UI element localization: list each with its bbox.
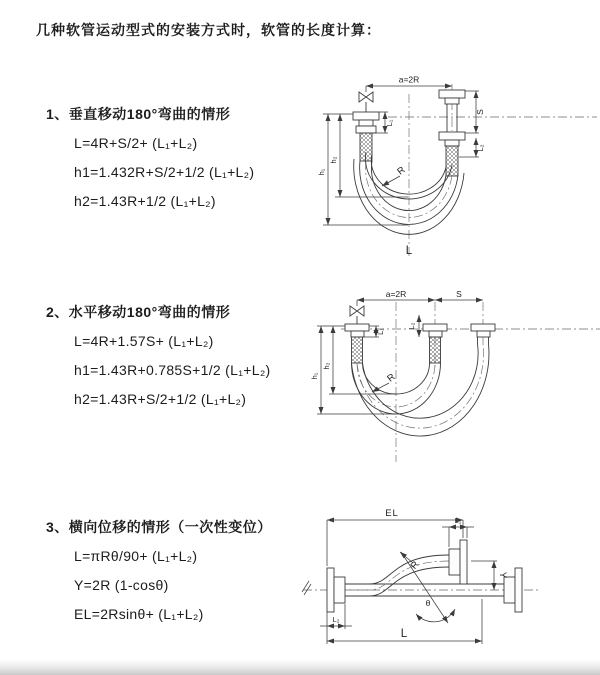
formula: L=4R+1.57S+ (L₁+L₂) xyxy=(74,333,214,349)
section-1-heading: 1、垂直移动180°弯曲的情形 xyxy=(46,106,231,122)
braid-section xyxy=(430,337,441,363)
h2-label: h₂ xyxy=(329,156,338,164)
dimension-span xyxy=(366,75,452,93)
braid-section xyxy=(446,146,458,176)
dimension-s xyxy=(465,91,485,133)
left-flange xyxy=(327,568,345,612)
radius-label: R xyxy=(385,371,398,385)
l1-label: L₁ xyxy=(376,328,385,335)
radius-label: R xyxy=(408,559,422,572)
braid-section xyxy=(352,337,363,363)
dimension-y xyxy=(471,561,508,590)
y-label: Y xyxy=(497,571,508,579)
braid-section xyxy=(360,133,372,161)
dimension-s xyxy=(435,289,483,300)
formula: L=πRθ/90+ (L₁+L₂) xyxy=(74,548,198,564)
span-label: a=2R xyxy=(398,74,420,85)
radius-pointer xyxy=(382,165,408,186)
length-label: L xyxy=(405,245,413,257)
theta-label: θ xyxy=(425,598,431,608)
page-title: 几种软管运动型式的安装方式时，软管的长度计算： xyxy=(36,22,381,38)
formula: L=4R+S/2+ (L₁+L₂) xyxy=(74,135,198,151)
centerlines xyxy=(341,302,600,462)
upper-flange-displaced xyxy=(449,540,467,584)
formula: h1=1.432R+S/2+1/2 (L₁+L₂) xyxy=(74,164,255,180)
span-label: a=2R xyxy=(385,289,407,299)
formula: EL=2Rsinθ+ (L₁+L₂) xyxy=(74,606,204,622)
middle-flange xyxy=(423,324,447,363)
h1-label: h₁ xyxy=(310,372,319,380)
section-3-heading: 3、横向位移的情形（一次性变位） xyxy=(46,519,272,535)
valve-icon xyxy=(350,306,364,324)
section-2-heading: 2、水平移动180°弯曲的情形 xyxy=(46,304,231,320)
diagram-horizontal-180 xyxy=(309,284,600,470)
section-lateral-displacement xyxy=(46,517,272,622)
radius-pointer xyxy=(372,372,398,392)
centerlines xyxy=(388,84,597,257)
dimension-l2 xyxy=(407,315,419,337)
s-label: S xyxy=(475,109,485,115)
hose-bend-arcs-ghost xyxy=(352,344,489,436)
l1-label: L₁ xyxy=(454,516,462,525)
l2-label: L₂ xyxy=(332,615,340,624)
formula: Y=2R (1-cosθ) xyxy=(74,577,169,593)
section-horizontal-180 xyxy=(46,302,271,407)
section-2-formulas xyxy=(74,333,271,407)
l2-label: L₂ xyxy=(407,322,416,330)
section-1-formulas xyxy=(74,135,254,209)
valve-icon xyxy=(359,92,373,112)
section-3-formulas xyxy=(74,548,272,622)
dimension-l1 xyxy=(442,516,474,547)
dimension-el xyxy=(327,508,463,566)
h2-label: h₂ xyxy=(322,362,331,370)
radius-pointer xyxy=(400,552,422,572)
section-vertical-180 xyxy=(46,104,254,209)
dimension-l xyxy=(327,599,482,644)
h1-label: h₁ xyxy=(317,168,326,176)
break-mark xyxy=(302,581,311,595)
s-label: S xyxy=(456,289,462,299)
l2-label: L₂ xyxy=(476,144,485,152)
formula: h2=1.43R+1/2 (L₁+L₂) xyxy=(74,193,216,209)
diagram-lateral-displacement xyxy=(297,500,600,660)
left-flange xyxy=(345,324,369,363)
dimension-l2 xyxy=(459,138,485,157)
formula: h1=1.43R+0.785S+1/2 (L₁+L₂) xyxy=(74,362,271,378)
dimension-l2 xyxy=(320,604,352,629)
diagram-vertical-180 xyxy=(308,64,598,264)
right-flange-lower xyxy=(439,132,465,176)
l1-label: L₁ xyxy=(385,119,394,127)
el-label: EL xyxy=(385,508,399,519)
scan-artifact-band xyxy=(0,659,600,675)
l-label: L xyxy=(400,628,408,640)
formula: h2=1.43R+S/2+1/2 (L₁+L₂) xyxy=(74,391,247,407)
radius-label: R xyxy=(395,164,408,178)
